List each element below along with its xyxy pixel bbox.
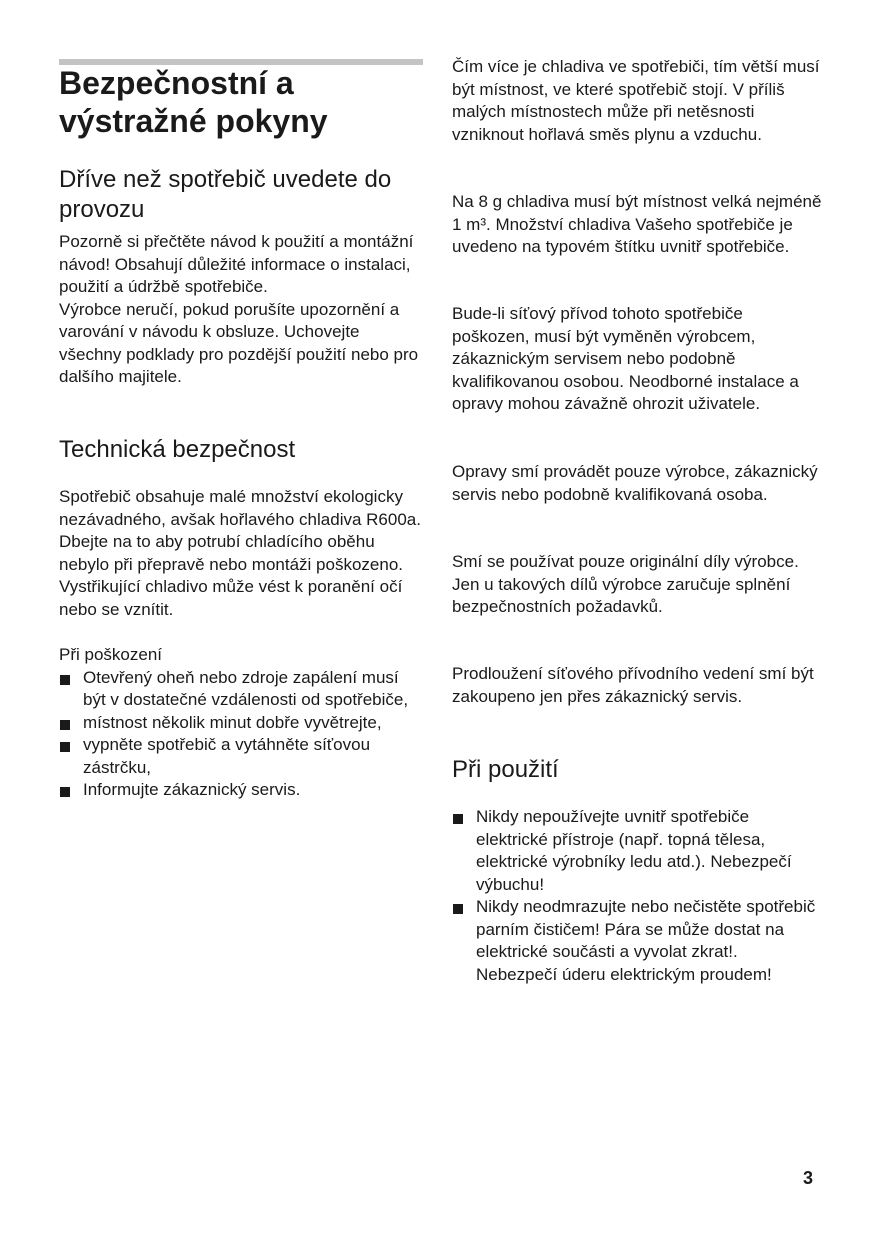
in-use-list	[452, 806, 822, 986]
right-paragraph-5: Smí se používat pouze originální díly výrobce. Jen u takových dílů výrobce zaručuje splnění bezpečnostních požadavků.	[452, 552, 799, 616]
heading-before-use: Dříve než spotřebič uvedete do provozu	[59, 166, 392, 223]
heading-in-use: Při použití	[452, 756, 559, 783]
page-number: 3	[803, 1168, 814, 1188]
in-use-block	[452, 806, 822, 986]
list-item: Otevřený oheň nebo zdroje zapálení musí být v dostatečné vzdálenosti od spotřebiče,	[59, 667, 423, 712]
list-item: vypněte spotřebič a vytáhněte síťovou zástrčku,	[59, 734, 423, 779]
square-bullet-icon	[60, 720, 70, 730]
square-bullet-icon	[60, 787, 70, 797]
tech-safety-paragraph: Spotřebič obsahuje malé množství ekologicky nezávadného, avšak hořlavého chladiva R600a. Dbejte na to aby potrubí chladícího oběhu nebylo při přepravě nebo montáži poškozeno. Vystřikující chladivo může vést k poranění očí nebo se vznítit.	[59, 487, 421, 619]
list-item: Nikdy nepoužívejte uvnitř spotřebiče elektrické přístroje (např. topná tělesa, elektrické výrobníky ledu atd.). Nebezpečí výbuchu!	[452, 806, 822, 896]
damage-list	[59, 667, 423, 802]
page-title: Bezpečnostní a výstražné pokyny	[59, 65, 328, 139]
right-paragraph-1: Čím více je chladiva ve spotřebiči, tím větší musí být místnost, ve které spotřebič stojí. V příliš malých místnostech může při netěsnosti vzniknout hořlavá směs plynu a vzduchu.	[452, 57, 820, 144]
before-use-paragraph-1: Pozorně si přečtěte návod k použití a montážní návod! Obsahují důležité informace o instalaci, použití a údržbě spotřebiče.	[59, 232, 414, 296]
right-paragraph-3: Bude-li síťový přívod tohoto spotřebiče poškozen, musí být vyměněn výrobcem, zákaznickým servisem nebo podobně kvalifikovanou osobou. Neodborné instalace a opravy mohou závažně ohrozit uživatele.	[452, 304, 799, 413]
right-paragraph-4: Opravy smí provádět pouze výrobce, zákaznický servis nebo podobně kvalifikovaná osoba.	[452, 462, 818, 504]
list-item: Informujte zákaznický servis.	[59, 779, 423, 802]
damage-label: Při poškození	[59, 645, 162, 664]
list-item: Nikdy neodmrazujte nebo nečistěte spotřebič parním čističem! Pára se může dostat na elektrické součásti a vyvolat zkrat!. Nebezpečí úderu elektrickým proudem!	[452, 896, 822, 986]
square-bullet-icon	[60, 742, 70, 752]
damage-block	[59, 644, 423, 802]
list-item: místnost několik minut dobře vyvětrejte,	[59, 712, 423, 735]
square-bullet-icon	[453, 904, 463, 914]
before-use-paragraph-2: Výrobce neručí, pokud porušíte upozornění a varování v návodu k obsluze. Uchovejte všechny podklady pro pozdější použití nebo pro dalšího majitele.	[59, 299, 419, 386]
right-paragraph-6: Prodloužení síťového přívodního vedení smí být zakoupeno jen přes zákaznický servis.	[452, 664, 814, 706]
square-bullet-icon	[453, 814, 463, 824]
square-bullet-icon	[60, 675, 70, 685]
right-paragraph-2: Na 8 g chladiva musí být místnost velká nejméně 1 m³. Množství chladiva Vašeho spotřebiče je uvedeno na typovém štítku uvnitř spotřebiče.	[452, 192, 822, 256]
heading-technical-safety: Technická bezpečnost	[59, 436, 296, 463]
before-use-text	[59, 231, 423, 389]
tech-safety-text	[59, 486, 423, 621]
